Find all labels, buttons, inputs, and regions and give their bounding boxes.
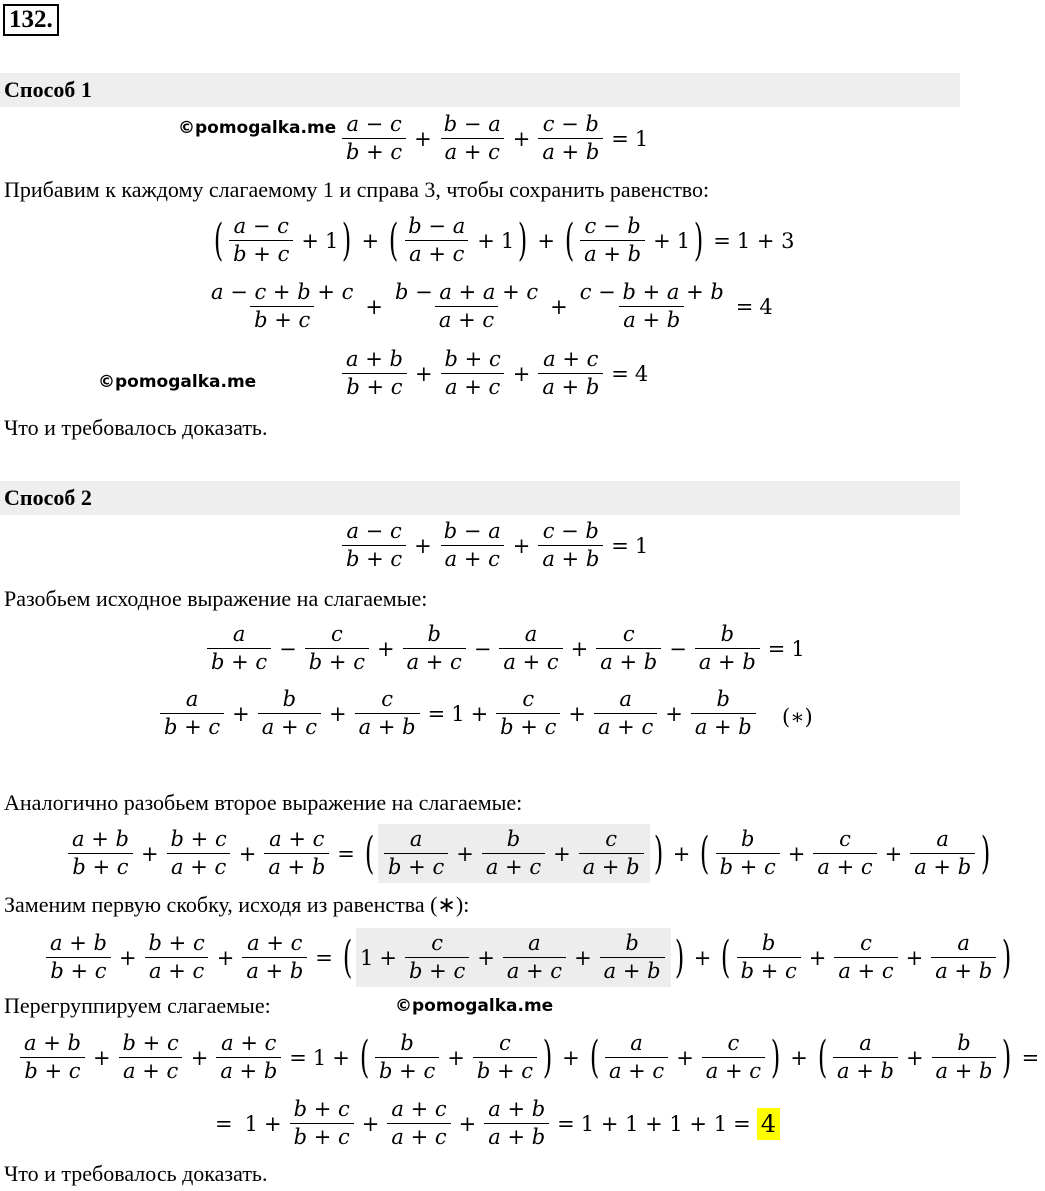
equation-regrouped: $\frac{a + b}{b + c}$ + $\frac{b + c}{a + c}$ + $\frac{a + c}{a + b}$ = 1 + ( $\frac{b}{b + c}$ + $\frac{c}{b + c}$ ) + ( $\frac{a}{a + c}$ + $\frac{c}{a + c}$ ) + ( $\frac{a}{a + b}$ + $\frac{b}{a + b}$ ) = bbox=[18, 1030, 1045, 1085]
method2-text4: Перегруппируем слагаемые: bbox=[4, 993, 271, 1018]
equation-final: = 1 + $\frac{b + c}{b + c}$ + $\frac{a + c}{a + c}$ + $\frac{a + b}{a + b}$ = 1 + 1 + 1 + 1 = 4 bbox=[215, 1096, 780, 1151]
equation-substituted: $\frac{a + b}{b + c}$ + $\frac{b + c}{a + c}$ + $\frac{a + c}{a + b}$ = ( 1 + $\frac{c}{b + c}$ + $\frac{a}{a + c}$ + $\frac{b}{a + b}$ ) + ( $\frac{b}{b + c}$ + $\frac{c}{a + c}$ + $\frac{a}{a + b}$ ) bbox=[44, 928, 1015, 987]
star-mark: (∗) bbox=[782, 705, 813, 729]
method2-header bbox=[0, 481, 960, 515]
method2-title: Способ 2 bbox=[4, 485, 92, 510]
equation-split: $\frac{a}{b + c}$ − $\frac{c}{b + c}$ + $\frac{b}{a + c}$ − $\frac{a}{a + c}$ + $\frac{c}{a + b}$ − $\frac{b}{a + b}$ = 1 bbox=[205, 621, 805, 676]
method2-text1: Разобьем исходное выражение на слагаемые: bbox=[4, 586, 428, 611]
method1-text1: Прибавим к каждому слагаемому 1 и справа 3, чтобы сохранить равенство: bbox=[4, 177, 710, 202]
method1-conclusion: Что и требовалось доказать. bbox=[4, 415, 268, 440]
method2-text2: Аналогично разобьем второе выражение на слагаемые: bbox=[4, 790, 523, 815]
equation-add-one: ( $\frac{a - c}{b + c}$ + 1 ) + ( $\frac{b - a}{a + c}$ + 1 ) + ( $\frac{c - b}{a + b}$ + 1 ) = 1 + 3 bbox=[213, 214, 795, 266]
equation-combined: $\frac{a - c + b + c}{b + c}$ + $\frac{b - a + a + c}{a + c}$ + $\frac{c - b + a + b}{a + b}$ = 4 bbox=[211, 280, 773, 332]
watermark: ©pomogalka.me bbox=[178, 118, 337, 138]
method2-text3: Заменим первую скобку, исходя из равенства (∗): bbox=[4, 892, 470, 917]
equation-original-m2: $\frac{a - c}{b + c}$ + $\frac{b - a}{a + c}$ + $\frac{c - b}{a + b}$ = 1 bbox=[340, 518, 648, 573]
equation-star: $\frac{a}{b + c}$ + $\frac{b}{a + c}$ + $\frac{c}{a + b}$ = 1 + $\frac{c}{b + c}$ + $\frac{a}{a + c}$ + $\frac{b}{a + b}$ bbox=[158, 686, 758, 741]
problem-number: 132. bbox=[3, 4, 59, 36]
grouped-bracket: $\frac{a}{b + c}$ + $\frac{b}{a + c}$ + $\frac{c}{a + b}$ bbox=[378, 824, 650, 883]
method1-title: Способ 1 bbox=[4, 77, 92, 102]
equation-simplified: $\frac{a + b}{b + c}$ + $\frac{b + c}{a + c}$ + $\frac{a + c}{a + b}$ = 4 bbox=[340, 346, 648, 401]
equation-split-second: $\frac{a + b}{b + c}$ + $\frac{b + c}{a + c}$ + $\frac{a + c}{a + b}$ = ( $\frac{a}{b + c}$ + $\frac{b}{a + c}$ + $\frac{c}{a + b}$ ) + ( $\frac{b}{b + c}$ + $\frac{c}{a + c}$ + $\frac{a}{a + b}$ ) bbox=[66, 824, 994, 883]
equation-original-m1: $\frac{a - c}{b + c}$ + $\frac{b - a}{a + c}$ + $\frac{c - b}{a + b}$ = 1 bbox=[340, 111, 648, 166]
watermark: ©pomogalka.me bbox=[98, 372, 257, 392]
method2-conclusion: Что и требовалось доказать. bbox=[4, 1161, 268, 1186]
method1-header bbox=[0, 73, 960, 107]
result-highlight: 4 bbox=[757, 1108, 780, 1140]
watermark: ©pomogalka.me bbox=[395, 996, 554, 1016]
grouped-bracket: 1 + $\frac{c}{b + c}$ + $\frac{a}{a + c}$ + $\frac{b}{a + b}$ bbox=[356, 928, 671, 987]
